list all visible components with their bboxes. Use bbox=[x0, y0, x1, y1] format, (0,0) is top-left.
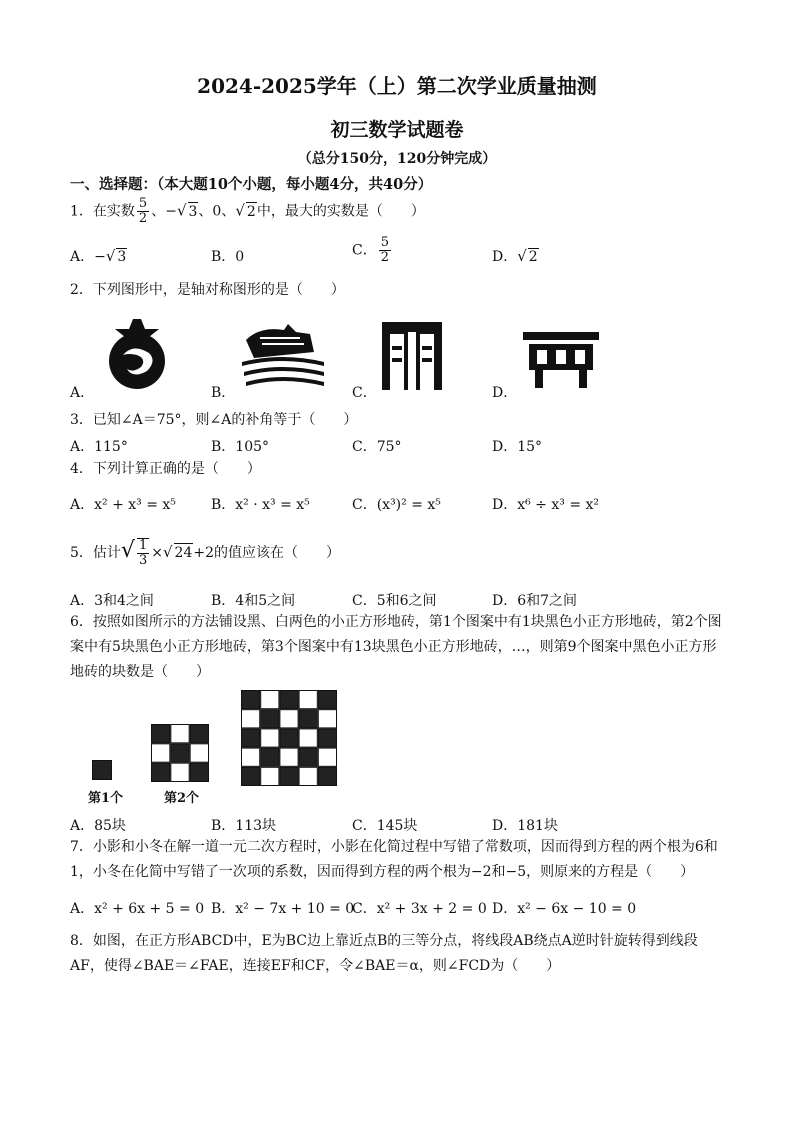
q4-option-d[interactable]: D．x⁶ ÷ x³ = x² bbox=[492, 497, 600, 513]
question-5 bbox=[70, 538, 340, 568]
q5-radicand: 24 bbox=[174, 545, 193, 561]
black-tile bbox=[190, 763, 208, 781]
black-tile bbox=[280, 767, 298, 785]
white-tile bbox=[280, 748, 298, 766]
black-tile bbox=[261, 748, 279, 766]
q2-option-b[interactable]: B． bbox=[211, 385, 236, 401]
pattern-1-figure bbox=[92, 760, 112, 780]
sqrt-icon: √ bbox=[517, 247, 527, 265]
q4-option-a[interactable]: A．x² + x³ = x⁵ bbox=[70, 497, 176, 513]
question-6: 6．按照如图所示的方法铺设黑、白两色的小正方形地砖，第1个图案中有1块黑色小正方形地砖，第2个图案中有5块黑色小正方形地砖，第3个图案中有13块黑色小正方形地砖，…，则第9个图案中黑色小正方形地砖的块数是（ ） bbox=[70, 614, 722, 680]
q6-option-c[interactable]: C．145块 bbox=[352, 818, 418, 834]
q1-c-num: 5 bbox=[380, 235, 389, 250]
q2-option-d[interactable]: D． bbox=[492, 385, 518, 401]
q1-option-c[interactable] bbox=[352, 236, 393, 265]
black-tile bbox=[299, 748, 317, 766]
q5-option-a[interactable]: A．3和4之间 bbox=[70, 593, 154, 609]
black-tile bbox=[280, 691, 298, 709]
q4-option-c[interactable]: C．(x³)² = x⁵ bbox=[352, 497, 441, 513]
sqrt-icon: √ bbox=[105, 247, 116, 265]
white-tile bbox=[171, 763, 189, 781]
q1-a-radicand: 3 bbox=[117, 249, 127, 265]
q1-frac-den: 2 bbox=[138, 211, 148, 226]
black-tile bbox=[261, 710, 279, 728]
q3-option-d[interactable]: D．15° bbox=[492, 439, 543, 455]
question-1 bbox=[70, 197, 425, 226]
q6-option-a[interactable]: A．85块 bbox=[70, 818, 126, 834]
q1-c-den: 2 bbox=[380, 250, 389, 265]
q1-d-label: D． bbox=[492, 249, 518, 265]
q7-option-a[interactable]: A．x² + 6x + 5 = 0 bbox=[70, 901, 205, 917]
white-tile bbox=[318, 710, 336, 728]
q1-fraction bbox=[137, 197, 149, 226]
question-7: 7．小影和小冬在解一道一元二次方程时，小影在化简过程中写错了常数项，因而得到方程的两个根为6和1，小冬在化简中写错了一次项的系数，因而得到方程的两个根为−2和−5，则原来的方程是（ ） bbox=[70, 839, 718, 880]
q1-c-label: C． bbox=[352, 242, 377, 259]
q6-option-d[interactable]: D．181块 bbox=[492, 818, 558, 834]
white-tile bbox=[171, 725, 189, 743]
page-subtitle: 初三数学试题卷 bbox=[330, 119, 464, 141]
section-heading: 一、选择题：（本大题10个小题，每小题4分，共40分） bbox=[70, 176, 433, 193]
black-tile bbox=[152, 725, 170, 743]
black-tile bbox=[242, 729, 260, 747]
ding-character-logo-icon bbox=[521, 330, 601, 390]
q1-option-d[interactable] bbox=[492, 246, 539, 266]
black-tile bbox=[242, 691, 260, 709]
question-3: 3．已知∠A＝75°，则∠A的补角等于（ ） bbox=[70, 412, 358, 428]
q5-times: × bbox=[151, 545, 163, 561]
q5-frac-den: 3 bbox=[138, 553, 148, 568]
q5-option-b[interactable]: B．4和5之间 bbox=[211, 593, 296, 609]
q1-option-b[interactable]: B．0 bbox=[211, 249, 245, 265]
q5-plus: +2 bbox=[193, 545, 214, 561]
q5-prefix: 5．估计 bbox=[70, 545, 121, 561]
black-tile bbox=[242, 767, 260, 785]
q7-option-b[interactable]: B．x² − 7x + 10 = 0 bbox=[211, 901, 355, 917]
question-4: 4．下列计算正确的是（ ） bbox=[70, 461, 261, 477]
black-tile bbox=[152, 763, 170, 781]
white-tile bbox=[299, 767, 317, 785]
q1-mid2: 、0、 bbox=[198, 203, 236, 220]
white-tile bbox=[318, 748, 336, 766]
q1-option-a[interactable] bbox=[70, 246, 127, 266]
white-tile bbox=[242, 748, 260, 766]
black-tile bbox=[299, 710, 317, 728]
page-title: 2024-2025学年（上）第二次学业质量抽测 bbox=[197, 74, 597, 98]
q2-option-c[interactable]: C． bbox=[352, 385, 377, 401]
q1-d-radicand: 2 bbox=[528, 249, 538, 265]
q7-option-c[interactable]: C．x² + 3x + 2 = 0 bbox=[352, 901, 487, 917]
q5-option-c[interactable]: C．5和6之间 bbox=[352, 593, 437, 609]
q1-a-label: A．− bbox=[70, 249, 106, 265]
black-tile bbox=[190, 725, 208, 743]
sqrt-icon: √ bbox=[162, 543, 173, 561]
black-tile bbox=[318, 767, 336, 785]
q1-radicand-1: 3 bbox=[188, 203, 198, 220]
q5-option-d[interactable]: D．6和7之间 bbox=[492, 593, 578, 609]
question-2: 2．下列图形中，是轴对称图形的是（ ） bbox=[70, 282, 345, 298]
black-tile bbox=[318, 729, 336, 747]
q1-suffix: 中，最大的实数是（ ） bbox=[256, 203, 425, 220]
q4-option-b[interactable]: B．x² · x³ = x⁵ bbox=[211, 497, 310, 513]
white-tile bbox=[280, 710, 298, 728]
question-8: 8．如图，在正方形ABCD中，E为BC边上靠近点B的三等分点，将线段AB绕点A逆时针旋转得到线段AF，使得∠BAE＝∠FAE，连接EF和CF，令∠BAE＝α，则∠FCD为（ ） bbox=[70, 933, 698, 974]
q5-suffix: 的值应该在（ ） bbox=[214, 545, 340, 561]
pattern-3-figure bbox=[241, 690, 337, 786]
q3-option-b[interactable]: B．105° bbox=[211, 439, 270, 455]
q1-mid: 、− bbox=[151, 203, 177, 220]
black-tile bbox=[318, 691, 336, 709]
q7-option-d[interactable]: D．x² − 6x − 10 = 0 bbox=[492, 901, 637, 917]
white-tile bbox=[152, 744, 170, 762]
white-tile bbox=[261, 691, 279, 709]
gate-character-logo-icon bbox=[380, 318, 444, 392]
ship-logo-icon bbox=[240, 322, 326, 390]
fig2-label: 第2个 bbox=[164, 791, 200, 806]
q3-option-c[interactable]: C．75° bbox=[352, 439, 402, 455]
q1-c-fraction bbox=[379, 236, 391, 265]
q1-frac-num: 5 bbox=[138, 196, 148, 211]
white-tile bbox=[299, 729, 317, 747]
pattern-2-figure bbox=[151, 724, 209, 782]
q1-prefix: 1．在实数 bbox=[70, 203, 135, 220]
q1-radicand-2: 2 bbox=[246, 203, 256, 220]
score-note: （总分150分，120分钟完成） bbox=[297, 151, 497, 167]
q2-option-a[interactable]: A． bbox=[70, 385, 95, 401]
white-tile bbox=[261, 729, 279, 747]
swirl-logo-icon bbox=[103, 315, 171, 393]
sqrt-icon: √ bbox=[235, 201, 245, 220]
black-tile bbox=[171, 744, 189, 762]
sqrt-icon: √ bbox=[120, 538, 135, 563]
black-tile bbox=[280, 729, 298, 747]
white-tile bbox=[299, 691, 317, 709]
q6-option-b[interactable]: B．113块 bbox=[211, 818, 277, 834]
white-tile bbox=[190, 744, 208, 762]
q5-frac-num: 1 bbox=[138, 538, 148, 553]
white-tile bbox=[242, 710, 260, 728]
fig1-label: 第1个 bbox=[88, 791, 124, 806]
white-tile bbox=[261, 767, 279, 785]
q5-fraction bbox=[137, 538, 149, 568]
sqrt-icon: √ bbox=[176, 201, 187, 220]
q3-option-a[interactable]: A．115° bbox=[70, 439, 128, 455]
